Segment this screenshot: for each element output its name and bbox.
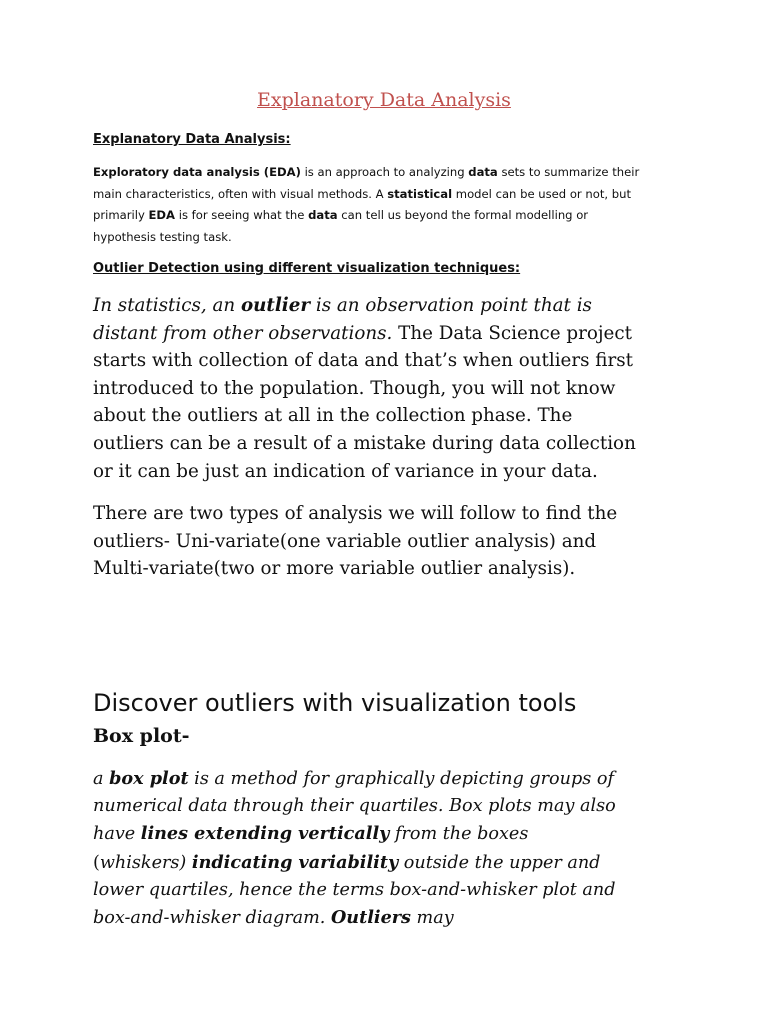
boxplot-line: (whiskers) indicating variability outside the upper and xyxy=(93,851,601,873)
boxplot-line: box-and-whisker diagram. Outliers may xyxy=(93,907,454,929)
outlier-line: about the outliers at all in the collection phase. The xyxy=(93,405,573,427)
types-line: outliers- Uni-variate(one variable outlier analysis) and xyxy=(93,530,597,552)
outlier-line: introduced to the population. Though, you will not know xyxy=(93,377,616,399)
visualization-tools-heading: Discover outliers with visualization tools xyxy=(93,689,577,717)
boxplot-line: a box plot is a method for graphically depicting groups of xyxy=(93,768,614,789)
box-plot-heading: Box plot- xyxy=(93,725,190,747)
outlier-line: In statistics, an outlier is an observation point that is xyxy=(93,295,592,316)
intro-paragraph xyxy=(93,162,693,248)
types-line: Multi-variate(two or more variable outlier analysis). xyxy=(93,558,576,580)
analysis-types-paragraph xyxy=(93,500,713,583)
outlier-line: distant from other observations. The Data Science project xyxy=(93,322,632,344)
document-title: Explanatory Data Analysis xyxy=(257,89,511,111)
intro-line: primarily EDA is for seeing what the data can tell us beyond the formal modelling or xyxy=(93,208,589,222)
boxplot-line: lower quartiles, hence the terms box-and-whisker plot and xyxy=(93,879,616,900)
outlier-line: starts with collection of data and that’s when outliers first xyxy=(93,350,633,372)
intro-line: Exploratory data analysis (EDA) is an approach to analyzing data sets to summarize their xyxy=(93,165,640,179)
outlier-detection-heading: Outlier Detection using different visualization techniques: xyxy=(93,261,521,276)
outlier-line: or it can be just an indication of variance in your data. xyxy=(93,460,598,482)
types-line: There are two types of analysis we will follow to find the xyxy=(93,503,618,524)
intro-line: hypothesis testing task. xyxy=(93,229,232,244)
section-heading: Explanatory Data Analysis: xyxy=(93,132,291,147)
boxplot-line: have lines extending vertically from the boxes xyxy=(93,823,529,845)
intro-line: main characteristics, often with visual methods. A statistical model can be used or not, but xyxy=(93,186,631,201)
boxplot-line: numerical data through their quartiles. Box plots may also xyxy=(93,796,616,817)
outlier-paragraph xyxy=(93,292,713,485)
box-plot-paragraph xyxy=(93,765,733,932)
outlier-line: outliers can be a result of a mistake during data collection xyxy=(93,432,636,454)
